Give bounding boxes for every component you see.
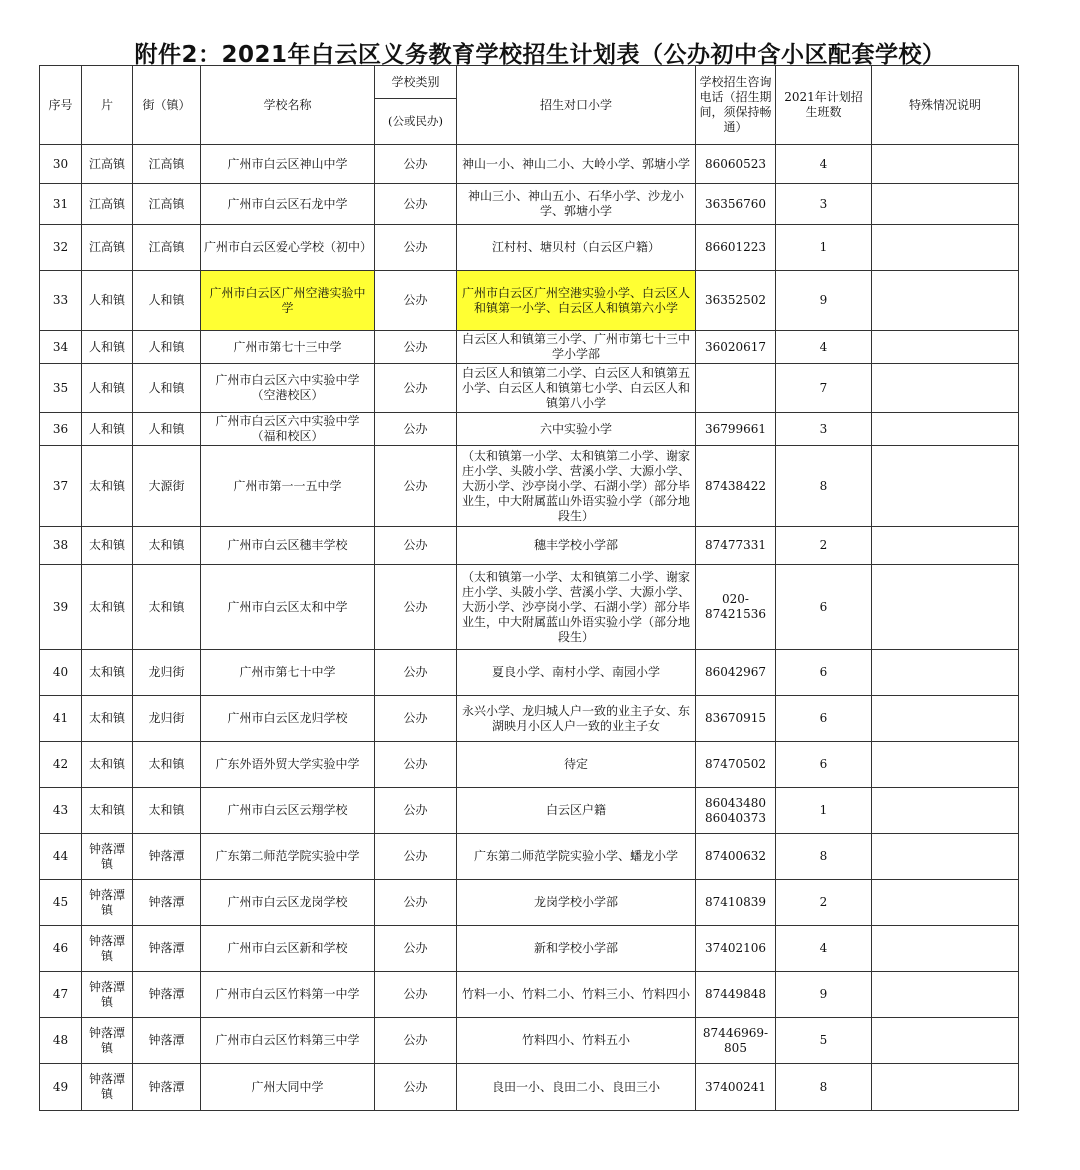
notes-cell: [872, 880, 1019, 926]
school-type-cell: 公办: [375, 446, 457, 527]
area-cell: 太和镇: [82, 446, 133, 527]
school-type-cell: 公办: [375, 331, 457, 364]
street-cell: 龙归街: [133, 650, 201, 696]
notes-cell: [872, 1064, 1019, 1111]
primary-schools-cell: 新和学校小学部: [457, 926, 696, 972]
primary-schools-cell: 六中实验小学: [457, 413, 696, 446]
classes-cell: 5: [776, 1018, 872, 1064]
seq-cell: 38: [40, 527, 82, 565]
phone-cell: 86060523: [696, 145, 776, 184]
seq-cell: 42: [40, 742, 82, 788]
classes-cell: 8: [776, 446, 872, 527]
table-row: [40, 527, 1019, 565]
school-name-cell: 广州市第七十三中学: [201, 331, 375, 364]
street-cell: 钟落潭: [133, 926, 201, 972]
notes-cell: [872, 271, 1019, 331]
seq-cell: 37: [40, 446, 82, 527]
primary-schools-cell: 白云区人和镇第三小学、广州市第七十三中学小学部: [457, 331, 696, 364]
school-name-cell: 广州市白云区云翔学校: [201, 788, 375, 834]
seq-cell: 39: [40, 565, 82, 650]
notes-cell: [872, 650, 1019, 696]
school-name-cell: 广州市白云区神山中学: [201, 145, 375, 184]
notes-cell: [872, 364, 1019, 413]
notes-cell: [872, 446, 1019, 527]
primary-schools-cell: 永兴小学、龙归城人户一致的业主子女、东湖映月小区人户一致的业主子女: [457, 696, 696, 742]
primary-schools-cell: 广州市白云区广州空港实验小学、白云区人和镇第一小学、白云区人和镇第六小学: [457, 271, 696, 331]
notes-cell: [872, 834, 1019, 880]
notes-cell: [872, 145, 1019, 184]
seq-cell: 30: [40, 145, 82, 184]
street-cell: 太和镇: [133, 788, 201, 834]
table-row: [40, 565, 1019, 650]
area-cell: 人和镇: [82, 413, 133, 446]
notes-cell: [872, 527, 1019, 565]
street-cell: 钟落潭: [133, 1064, 201, 1111]
notes-cell: [872, 331, 1019, 364]
classes-cell: 3: [776, 184, 872, 225]
street-cell: 大源街: [133, 446, 201, 527]
school-name-cell: 广州市白云区石龙中学: [201, 184, 375, 225]
school-name-cell: 广州市白云区竹料第一中学: [201, 972, 375, 1018]
phone-cell: 020-87421536: [696, 565, 776, 650]
primary-schools-cell: （太和镇第一小学、太和镇第二小学、谢家庄小学、头陂小学、营溪小学、大源小学、大沥小学、沙亭岗小学、石湖小学）部分毕业生，中大附属蓝山外语实验小学（部分地段生）: [457, 565, 696, 650]
phone-cell: 86042967: [696, 650, 776, 696]
table-row: [40, 331, 1019, 364]
seq-cell: 47: [40, 972, 82, 1018]
table-row: [40, 972, 1019, 1018]
primary-schools-cell: 竹料四小、竹料五小: [457, 1018, 696, 1064]
seq-cell: 45: [40, 880, 82, 926]
primary-schools-cell: 广东第二师范学院实验小学、蟠龙小学: [457, 834, 696, 880]
area-cell: 人和镇: [82, 364, 133, 413]
phone-cell: 86601223: [696, 225, 776, 271]
area-cell: 江高镇: [82, 184, 133, 225]
school-name-cell: 广州市白云区新和学校: [201, 926, 375, 972]
notes-cell: [872, 788, 1019, 834]
phone-cell: 87470502: [696, 742, 776, 788]
table-row: [40, 271, 1019, 331]
notes-cell: [872, 696, 1019, 742]
seq-cell: 32: [40, 225, 82, 271]
street-cell: 人和镇: [133, 271, 201, 331]
classes-cell: 3: [776, 413, 872, 446]
seq-cell: 31: [40, 184, 82, 225]
table-row: [40, 145, 1019, 184]
table-row: [40, 788, 1019, 834]
table-row: [40, 834, 1019, 880]
street-cell: 龙归街: [133, 696, 201, 742]
school-type-cell: 公办: [375, 880, 457, 926]
seq-cell: 35: [40, 364, 82, 413]
school-name-cell: 广州市白云区穗丰学校: [201, 527, 375, 565]
seq-cell: 43: [40, 788, 82, 834]
street-cell: 钟落潭: [133, 972, 201, 1018]
header-seq: 序号: [40, 66, 82, 145]
street-cell: 人和镇: [133, 364, 201, 413]
school-type-cell: 公办: [375, 184, 457, 225]
area-cell: 太和镇: [82, 742, 133, 788]
phone-cell: 86043480 86040373: [696, 788, 776, 834]
notes-cell: [872, 413, 1019, 446]
school-name-cell: 广州市白云区六中实验中学（福和校区）: [201, 413, 375, 446]
header-school: 学校名称: [201, 66, 375, 145]
notes-cell: [872, 972, 1019, 1018]
school-name-cell: 广州市第七十中学: [201, 650, 375, 696]
classes-cell: 6: [776, 696, 872, 742]
phone-cell: 36799661: [696, 413, 776, 446]
seq-cell: 48: [40, 1018, 82, 1064]
header-street: 街（镇）: [133, 66, 201, 145]
primary-schools-cell: 穗丰学校小学部: [457, 527, 696, 565]
classes-cell: 2: [776, 880, 872, 926]
school-type-cell: 公办: [375, 650, 457, 696]
notes-cell: [872, 225, 1019, 271]
school-name-cell: 广州市白云区爱心学校（初中）: [201, 225, 375, 271]
classes-cell: 8: [776, 1064, 872, 1111]
table-row: [40, 1064, 1019, 1111]
street-cell: 太和镇: [133, 742, 201, 788]
area-cell: 钟落潭镇: [82, 1018, 133, 1064]
phone-cell: 37402106: [696, 926, 776, 972]
seq-cell: 46: [40, 926, 82, 972]
area-cell: 钟落潭镇: [82, 926, 133, 972]
school-type-cell: 公办: [375, 225, 457, 271]
primary-schools-cell: 白云区人和镇第二小学、白云区人和镇第五小学、白云区人和镇第七小学、白云区人和镇第八小学: [457, 364, 696, 413]
phone-cell: 36020617: [696, 331, 776, 364]
phone-cell: 87449848: [696, 972, 776, 1018]
primary-schools-cell: 神山一小、神山二小、大岭小学、郭塘小学: [457, 145, 696, 184]
classes-cell: 9: [776, 972, 872, 1018]
header-primary: 招生对口小学: [457, 66, 696, 145]
primary-schools-cell: 白云区户籍: [457, 788, 696, 834]
school-type-cell: 公办: [375, 972, 457, 1018]
header-area: 片: [82, 66, 133, 145]
page-title: 附件2：2021年白云区义务教育学校招生计划表（公办初中含小区配套学校）: [134, 42, 946, 68]
area-cell: 钟落潭镇: [82, 1064, 133, 1111]
school-name-cell: 广州市第一一五中学: [201, 446, 375, 527]
school-type-cell: 公办: [375, 696, 457, 742]
phone-cell: 87446969-805: [696, 1018, 776, 1064]
seq-cell: 40: [40, 650, 82, 696]
area-cell: 人和镇: [82, 271, 133, 331]
primary-schools-cell: 龙岗学校小学部: [457, 880, 696, 926]
street-cell: 太和镇: [133, 565, 201, 650]
phone-cell: 37400241: [696, 1064, 776, 1111]
phone-cell: 87477331: [696, 527, 776, 565]
school-name-cell: 广州市白云区广州空港实验中学: [201, 271, 375, 331]
primary-schools-cell: 待定: [457, 742, 696, 788]
classes-cell: 4: [776, 145, 872, 184]
seq-cell: 41: [40, 696, 82, 742]
classes-cell: 2: [776, 527, 872, 565]
street-cell: 江高镇: [133, 184, 201, 225]
classes-cell: 6: [776, 742, 872, 788]
classes-cell: 8: [776, 834, 872, 880]
notes-cell: [872, 926, 1019, 972]
classes-cell: 6: [776, 650, 872, 696]
table-row: [40, 880, 1019, 926]
school-name-cell: 广州大同中学: [201, 1064, 375, 1111]
header-notes: 特殊情况说明: [872, 66, 1019, 145]
primary-schools-cell: 竹料一小、竹料二小、竹料三小、竹料四小: [457, 972, 696, 1018]
street-cell: 人和镇: [133, 413, 201, 446]
header-phone: 学校招生咨询电话（招生期间，须保持畅通）: [696, 66, 776, 145]
school-name-cell: 广州市白云区太和中学: [201, 565, 375, 650]
school-name-cell: 广州市白云区竹料第三中学: [201, 1018, 375, 1064]
seq-cell: 34: [40, 331, 82, 364]
table-row: [40, 650, 1019, 696]
area-cell: 钟落潭镇: [82, 972, 133, 1018]
classes-cell: 4: [776, 926, 872, 972]
notes-cell: [872, 1018, 1019, 1064]
table-row: [40, 225, 1019, 271]
area-cell: 钟落潭镇: [82, 880, 133, 926]
street-cell: 钟落潭: [133, 880, 201, 926]
header-classes: 2021年计划招生班数: [776, 66, 872, 145]
school-name-cell: 广州市白云区龙岗学校: [201, 880, 375, 926]
area-cell: 江高镇: [82, 145, 133, 184]
area-cell: 太和镇: [82, 565, 133, 650]
school-type-cell: 公办: [375, 565, 457, 650]
table-row: [40, 926, 1019, 972]
table-row: [40, 446, 1019, 527]
notes-cell: [872, 565, 1019, 650]
seq-cell: 33: [40, 271, 82, 331]
area-cell: 太和镇: [82, 527, 133, 565]
table-row: [40, 184, 1019, 225]
school-name-cell: 广东第二师范学院实验中学: [201, 834, 375, 880]
seq-cell: 44: [40, 834, 82, 880]
area-cell: 人和镇: [82, 331, 133, 364]
table-row: [40, 696, 1019, 742]
school-type-cell: 公办: [375, 1064, 457, 1111]
school-type-cell: 公办: [375, 271, 457, 331]
table-row: [40, 742, 1019, 788]
school-type-cell: 公办: [375, 742, 457, 788]
header-category: 学校类别: [375, 66, 457, 99]
school-type-cell: 公办: [375, 413, 457, 446]
classes-cell: 6: [776, 565, 872, 650]
school-type-cell: 公办: [375, 1018, 457, 1064]
classes-cell: 7: [776, 364, 872, 413]
phone-cell: 36352502: [696, 271, 776, 331]
street-cell: 钟落潭: [133, 1018, 201, 1064]
school-type-cell: 公办: [375, 926, 457, 972]
school-name-cell: 广州市白云区六中实验中学（空港校区）: [201, 364, 375, 413]
phone-cell: 87438422: [696, 446, 776, 527]
phone-cell: 87400632: [696, 834, 776, 880]
area-cell: 太和镇: [82, 696, 133, 742]
table-row: [40, 413, 1019, 446]
classes-cell: 4: [776, 331, 872, 364]
phone-cell: 83670915: [696, 696, 776, 742]
school-type-cell: 公办: [375, 834, 457, 880]
notes-cell: [872, 742, 1019, 788]
street-cell: 太和镇: [133, 527, 201, 565]
enrollment-plan-table: [39, 65, 1019, 1111]
primary-schools-cell: 神山三小、神山五小、石华小学、沙龙小学、郭塘小学: [457, 184, 696, 225]
primary-schools-cell: 江村村、塘贝村（白云区户籍）: [457, 225, 696, 271]
street-cell: 钟落潭: [133, 834, 201, 880]
area-cell: 钟落潭镇: [82, 834, 133, 880]
table-row: [40, 1018, 1019, 1064]
primary-schools-cell: （太和镇第一小学、太和镇第二小学、谢家庄小学、头陂小学、营溪小学、大源小学、大沥小学、沙亭岗小学、石湖小学）部分毕业生，中大附属蓝山外语实验小学（部分地段生）: [457, 446, 696, 527]
seq-cell: 49: [40, 1064, 82, 1111]
phone-cell: 36356760: [696, 184, 776, 225]
seq-cell: 36: [40, 413, 82, 446]
school-type-cell: 公办: [375, 788, 457, 834]
area-cell: 太和镇: [82, 650, 133, 696]
phone-cell: 87410839: [696, 880, 776, 926]
classes-cell: 9: [776, 271, 872, 331]
area-cell: 太和镇: [82, 788, 133, 834]
primary-schools-cell: 夏良小学、南村小学、南园小学: [457, 650, 696, 696]
header-category-sub: (公或民办): [375, 99, 457, 145]
notes-cell: [872, 184, 1019, 225]
phone-cell: [696, 364, 776, 413]
school-type-cell: 公办: [375, 145, 457, 184]
area-cell: 江高镇: [82, 225, 133, 271]
classes-cell: 1: [776, 225, 872, 271]
school-type-cell: 公办: [375, 364, 457, 413]
primary-schools-cell: 良田一小、良田二小、良田三小: [457, 1064, 696, 1111]
classes-cell: 1: [776, 788, 872, 834]
street-cell: 江高镇: [133, 145, 201, 184]
street-cell: 江高镇: [133, 225, 201, 271]
school-name-cell: 广州市白云区龙归学校: [201, 696, 375, 742]
school-type-cell: 公办: [375, 527, 457, 565]
street-cell: 人和镇: [133, 331, 201, 364]
table-row: [40, 364, 1019, 413]
school-name-cell: 广东外语外贸大学实验中学: [201, 742, 375, 788]
